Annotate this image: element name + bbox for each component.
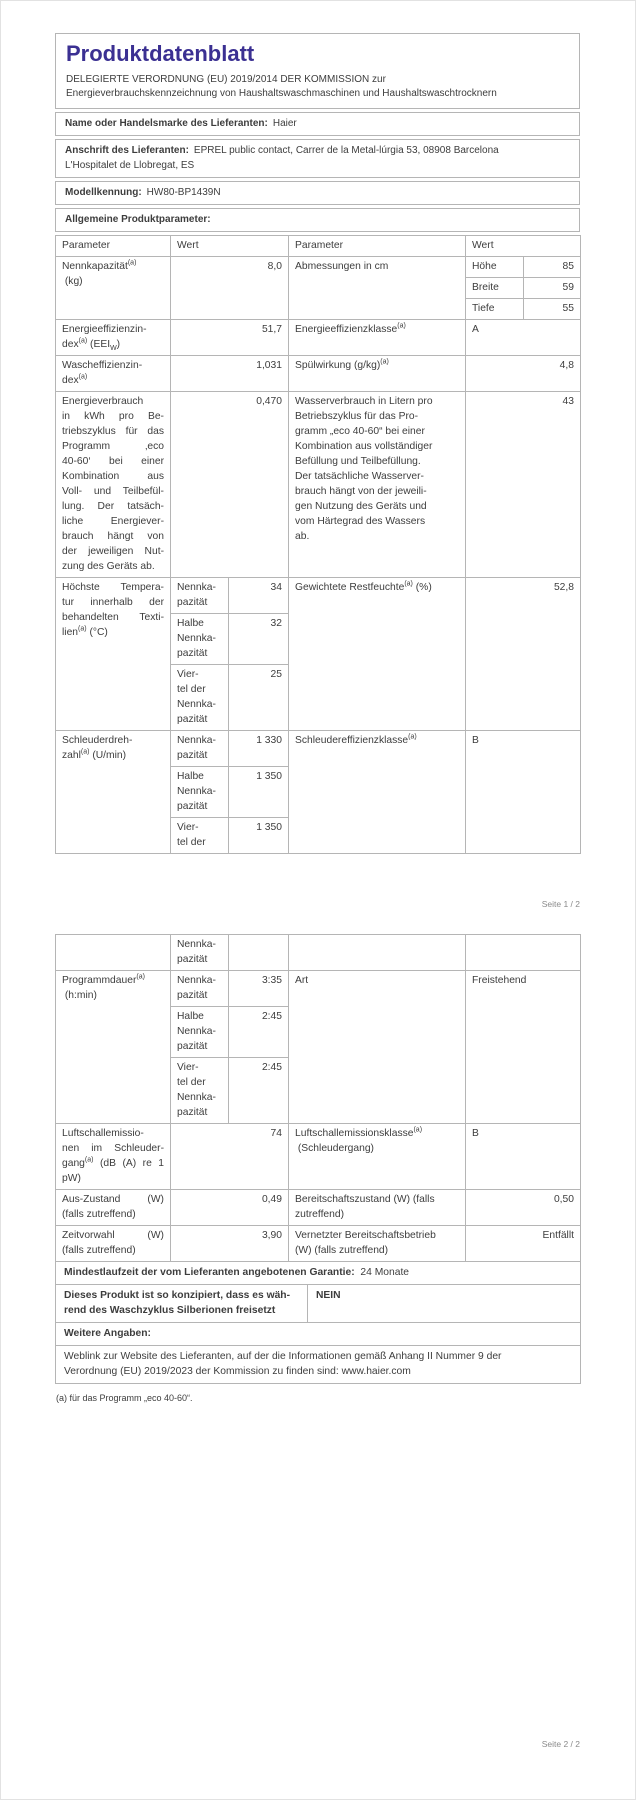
table-row	[56, 392, 581, 578]
page2	[55, 934, 580, 1404]
parameter-cell	[56, 1124, 171, 1190]
silver-ions-value: NEIN	[308, 1285, 581, 1323]
subscript: W	[110, 345, 117, 353]
text-line: Weblink zur Website des Lieferanten, auf der die Informationen gemäß Anhang II Nummer 9 der	[64, 1351, 502, 1362]
parameter-cell	[56, 1226, 171, 1262]
supplier-name-value: Haier	[272, 118, 297, 129]
text-line: pazität	[177, 714, 208, 725]
sub-label-cell	[171, 1007, 228, 1058]
text-line: Wasserverbrauch in Litern pro	[295, 396, 433, 407]
capacity-subtable	[466, 257, 580, 319]
sub-value-cell: 32	[228, 614, 288, 665]
capacity-subtable	[171, 731, 288, 853]
text-line: dex$^{(a)}$ $(EEI_W)$	[62, 337, 121, 353]
footnote-marker: (a)	[78, 373, 88, 381]
text-line: pazität	[177, 954, 208, 965]
text-line: dex$^{(a)}$	[62, 373, 88, 386]
supplier-address-value-2: L'Hospitalet de Llobregat, ES	[65, 160, 195, 171]
text-line: behandelten Texti-	[62, 612, 164, 623]
text-line: Der tatsächliche Wasserver-	[295, 471, 424, 482]
parameter-cell	[56, 1190, 171, 1226]
text-line: tur innerhalb der	[62, 597, 164, 608]
text-line: Halbe	[177, 618, 204, 629]
page2-footer: Seite 2 / 2	[541, 1739, 580, 1749]
text-line: Nennka-	[177, 582, 216, 593]
value-cell: 0,470	[171, 392, 289, 578]
text-line: pazität	[177, 648, 208, 659]
column-header-cell: Parameter	[289, 236, 466, 257]
text-line: Nennka-	[177, 735, 216, 746]
value-cell: B	[466, 731, 581, 854]
text-line: der jeweiligen Nut-	[62, 546, 164, 557]
text-line: liche Energiever-	[62, 516, 164, 527]
text-line: Vier-	[177, 822, 199, 833]
sub-row	[171, 731, 288, 767]
table-row	[56, 935, 581, 971]
text-line: pazität	[177, 597, 208, 608]
model-identifier-value: HW80-BP1439N	[146, 187, 221, 198]
supplier-name-label: Name oder Handelsmarke des Lieferanten:	[65, 118, 268, 129]
text-line: Wascheffizienzin-	[62, 360, 143, 371]
text-line: pazität	[177, 1107, 208, 1118]
regulation-line-2: Energieverbrauchskennzeichnung von Haushaltswaschmaschinen und Haushaltswaschtrocknern	[66, 88, 497, 99]
value-cell: 8,0	[171, 257, 289, 320]
footnote-marker: (a)	[78, 625, 87, 633]
text-line: zung des Geräts ab.	[62, 561, 155, 572]
parameter-cell	[56, 731, 171, 854]
text-line: (falls zutreffend)	[62, 1245, 136, 1256]
text-line: Nennka-	[177, 939, 216, 950]
text-line: pazität	[177, 750, 208, 761]
warranty-label: Mindestlaufzeit der vom Lieferanten angebotenen Garantie:	[64, 1267, 355, 1278]
warranty-row	[56, 1262, 581, 1285]
parameter-cell	[289, 392, 466, 578]
text-line: brauch hängt von der jeweili-	[295, 486, 427, 497]
sub-value-cell: 1 330	[256, 735, 282, 746]
sub-value-cell: 34	[270, 582, 282, 593]
dim-label-cell	[466, 299, 523, 320]
value-cell: 1,031	[171, 356, 289, 392]
text-line: Aus-Zustand (W)	[62, 1194, 164, 1205]
capacity-subtable	[171, 935, 288, 970]
table-row	[56, 731, 581, 854]
value-cell	[466, 935, 581, 971]
text-line: gramm „eco 40-60“ bei einer	[295, 426, 425, 437]
parameter-cell	[289, 731, 466, 854]
footnote-marker: (a)	[80, 748, 90, 756]
text-line: Art	[295, 975, 309, 986]
text-line: vom Härtegrad des Wassers	[295, 516, 426, 527]
parameter-cell	[56, 257, 171, 320]
more-info-heading: Weitere Angaben:	[56, 1323, 581, 1346]
text-line: zahl$^{(a)}$ (U/min)	[62, 748, 127, 761]
text-line: in kWh pro Be-	[62, 411, 164, 422]
capacity-subtable	[171, 578, 288, 730]
text-line: Kombination aus	[62, 471, 164, 482]
page-title: Produktdatenblatt	[66, 41, 255, 66]
footnote-marker: (a)	[84, 1156, 94, 1164]
sub-row	[171, 767, 288, 818]
table-row	[56, 356, 581, 392]
sub-label-cell	[171, 578, 228, 614]
value-cell: 51,7	[171, 320, 289, 356]
value-cell: 0,49	[171, 1190, 289, 1226]
sub-value-cell: 2:45	[228, 1007, 288, 1058]
text-line: Nennka-	[177, 1092, 216, 1103]
table-row	[56, 578, 581, 731]
sub-row	[466, 257, 580, 278]
text-line: Energieverbrauch	[62, 396, 144, 407]
footnote: (a) für das Programm „eco 40-60“.	[56, 1393, 193, 1403]
sub-row	[466, 299, 580, 320]
text-line: pazität	[177, 1041, 208, 1052]
text-line: Gewichtete Restfeuchte$^{(a)}$ (%)	[295, 580, 432, 593]
text-line: Programmdauer$^{(a)}$	[62, 973, 145, 986]
footnote-marker: (a)	[127, 259, 137, 267]
sub-label-cell	[171, 665, 228, 731]
text-line: lung. Der tatsäch-	[62, 501, 164, 512]
footnote-marker: (a)	[404, 580, 413, 588]
text-line: Befüllung und Teilbefüllung.	[295, 456, 421, 467]
weblink-cell	[56, 1346, 581, 1384]
text-line: 40-60‘ bei einer	[62, 456, 164, 467]
more-info-row	[56, 1323, 581, 1346]
text-line: pW)	[62, 1173, 81, 1184]
text-line: pazität	[177, 990, 208, 1001]
sub-row	[171, 935, 288, 970]
value-cell	[171, 731, 289, 854]
text-line: ab.	[295, 531, 310, 542]
sub-row	[466, 278, 580, 299]
footnote-marker: (a)	[136, 973, 145, 981]
sub-label-cell	[171, 1058, 228, 1124]
text-line: Luftschallemissionsklasse$^{(a)}$	[295, 1126, 423, 1139]
parameters-table	[55, 235, 581, 854]
supplier-address-row	[55, 139, 580, 178]
sub-row	[171, 1058, 288, 1124]
text-line: Nennkapazität$^{(a)}$	[62, 259, 137, 272]
parameter-cell	[289, 1124, 466, 1190]
text-line: Betriebszyklus für das Pro-	[295, 411, 419, 422]
value-cell: B	[466, 1124, 581, 1190]
text-line: Tiefe	[472, 303, 495, 314]
dim-value-cell: 59	[523, 278, 580, 299]
sub-row	[171, 818, 288, 854]
text-line: Voll- und Teilbefül-	[62, 486, 164, 497]
sub-row	[171, 665, 288, 731]
text-line: Halbe	[177, 1011, 204, 1022]
table-row	[56, 1124, 581, 1190]
text-line: Dieses Produkt ist so konzipiert, dass es wäh-	[64, 1290, 291, 1301]
text-line: (h:min)	[62, 990, 97, 1001]
text-line: Nennka-	[177, 975, 216, 986]
dim-value-cell: 85	[562, 261, 574, 272]
text-line: Breite	[472, 282, 499, 293]
parameter-cell	[56, 320, 171, 356]
value-cell	[466, 257, 581, 320]
parameter-cell	[289, 257, 466, 320]
value-cell	[171, 578, 289, 731]
product-parameters-table-page1	[55, 235, 580, 854]
sub-value-cell: 1 350	[228, 818, 288, 854]
value-cell	[171, 971, 289, 1124]
text-line: Nennka-	[177, 699, 216, 710]
sub-label-cell	[171, 971, 228, 1007]
text-line: brauch hängt von	[62, 531, 164, 542]
sub-value-cell: 3:35	[261, 975, 282, 986]
parameter-cell	[289, 1226, 466, 1262]
value-cell: Freistehend	[466, 971, 581, 1124]
text-line: Energieeffizienzin-	[62, 324, 147, 335]
text-line: (falls zutreffend)	[62, 1209, 136, 1220]
value-cell: 4,8	[466, 356, 581, 392]
table-row	[56, 1190, 581, 1226]
text-line: Nennka-	[177, 1026, 216, 1037]
parameter-cell	[56, 971, 171, 1124]
sub-value-cell: 25	[228, 665, 288, 731]
text-line: Energieeffizienzklasse$^{(a)}$	[295, 322, 406, 335]
text-line: gen Nutzung des Geräts und	[295, 501, 427, 512]
sub-label-cell	[171, 935, 228, 970]
warranty-value: 24 Monate	[354, 1267, 410, 1278]
value-cell: 43	[466, 392, 581, 578]
text-line: Programm ‚eco	[62, 441, 164, 452]
text-line: gang$^{(a)}$ (dB (A) re 1	[62, 1156, 164, 1169]
dim-label-cell	[466, 278, 523, 299]
sub-value-cell: 1 350	[228, 767, 288, 818]
dim-value-cell: 55	[523, 299, 580, 320]
text-line: Verordnung (EU) 2019/2023 der Kommission zu finden sind: www.haier.com	[64, 1366, 411, 1377]
footnote-marker: (a)	[397, 322, 406, 330]
value-cell: 52,8	[466, 578, 581, 731]
parameter-cell	[56, 356, 171, 392]
value-cell: A	[466, 320, 581, 356]
value-cell: 3,90	[171, 1226, 289, 1262]
text-line: tel der	[177, 1077, 206, 1088]
table-row	[56, 1226, 581, 1262]
footnote-marker: (a)	[78, 337, 88, 345]
sub-row	[171, 971, 288, 1007]
value-cell	[171, 935, 289, 971]
section-heading: Allgemeine Produktparameter:	[55, 208, 580, 232]
table-row	[56, 971, 581, 1124]
model-identifier-row	[55, 181, 580, 205]
parameter-cell	[289, 356, 466, 392]
text-line: Abmessungen in cm	[295, 261, 389, 272]
supplier-address-label: Anschrift des Lieferanten:	[65, 145, 189, 156]
text-line: Schleudereffizienzklasse$^{(a)}$	[295, 733, 417, 746]
text-line: Vernetzter Bereitschaftsbetrieb	[295, 1230, 436, 1241]
parameter-cell	[56, 935, 171, 971]
text-line: Vier-	[177, 669, 199, 680]
text-line: Höhe	[472, 261, 497, 272]
sub-label-cell	[171, 614, 228, 665]
sub-row	[171, 614, 288, 665]
sub-row	[171, 1007, 288, 1058]
parameters-table	[55, 934, 581, 1262]
dim-label-cell	[466, 257, 523, 278]
table-header-row	[56, 236, 581, 257]
text-line: Nennka-	[177, 633, 216, 644]
text-line: zutreffend)	[295, 1209, 345, 1220]
sub-label-cell	[171, 767, 228, 818]
text-line: Schleuderdreh-	[62, 735, 133, 746]
sub-label-cell	[171, 818, 228, 854]
text-line: rend des Waschzyklus Silberionen freisetzt	[64, 1305, 276, 1316]
column-header-cell: Wert	[466, 236, 581, 257]
parameter-cell	[289, 578, 466, 731]
parameter-cell	[289, 935, 466, 971]
text-line: Kombination aus vollständiger	[295, 441, 433, 452]
footnote-marker: (a)	[408, 733, 417, 741]
bottom-rows-table	[55, 1261, 581, 1384]
parameter-cell	[289, 1190, 466, 1226]
warranty-cell	[56, 1262, 581, 1285]
text-line: Luftschallemissio-	[62, 1128, 144, 1139]
text-line: (Schleudergang)	[295, 1143, 374, 1154]
table-row	[56, 320, 581, 356]
value-cell: 0,50	[466, 1190, 581, 1226]
text-line: tel der	[177, 684, 206, 695]
text-line: Vier-	[177, 1062, 199, 1073]
page1	[55, 33, 580, 854]
supplier-address-value: EPREL public contact, Carrer de la Metal-lúrgia 53, 08908 Barcelona	[193, 145, 499, 156]
text-line: nen im Schleuder-	[62, 1143, 164, 1154]
parameter-cell	[289, 971, 466, 1124]
text-line: Höchste Tempera-	[62, 582, 164, 593]
text-line: (W) (falls zutreffend)	[295, 1245, 389, 1256]
regulation-line-1: DELEGIERTE VERORDNUNG (EU) 2019/2014 DER KOMMISSION zur	[66, 74, 386, 85]
product-parameters-table-page2	[55, 934, 580, 1384]
parameter-cell	[56, 578, 171, 731]
footnote-marker: (a)	[413, 1126, 423, 1134]
text-line: Nennka-	[177, 786, 216, 797]
capacity-subtable	[171, 971, 288, 1123]
value-cell: Entfällt	[466, 1226, 581, 1262]
parameter-cell	[56, 392, 171, 578]
sub-value-cell	[228, 935, 288, 970]
text-line: Bereitschaftszustand (W) (falls	[295, 1194, 435, 1205]
silver-ions-statement	[56, 1285, 308, 1323]
sub-value-cell: 2:45	[228, 1058, 288, 1124]
document-header	[55, 33, 580, 109]
page1-footer: Seite 1 / 2	[541, 899, 580, 909]
column-header-cell: Wert	[171, 236, 289, 257]
sub-label-cell	[171, 731, 228, 767]
footnote-marker: (a)	[380, 358, 389, 366]
text-line: lien$^{(a)}$ (°C)	[62, 625, 108, 638]
text-line: triebszyklus für das	[62, 426, 164, 437]
sub-row	[171, 578, 288, 614]
text-line: pazität	[177, 801, 208, 812]
column-header-cell: Parameter	[56, 236, 171, 257]
parameter-cell	[289, 320, 466, 356]
regulation-text	[66, 73, 569, 101]
table-row	[56, 257, 581, 320]
text-line: Zeitvorwahl (W)	[62, 1230, 164, 1241]
model-identifier-label: Modellkennung:	[65, 187, 142, 198]
text-line: tel der	[177, 837, 206, 848]
text-line: (kg)	[62, 276, 83, 287]
text-line: Spülwirkung $(g/kg)^{(a)}$	[295, 358, 389, 371]
supplier-name-row	[55, 112, 580, 136]
weblink-row	[56, 1346, 581, 1384]
text-line: Halbe	[177, 771, 204, 782]
value-cell: 74	[171, 1124, 289, 1190]
silver-ions-row	[56, 1285, 581, 1323]
